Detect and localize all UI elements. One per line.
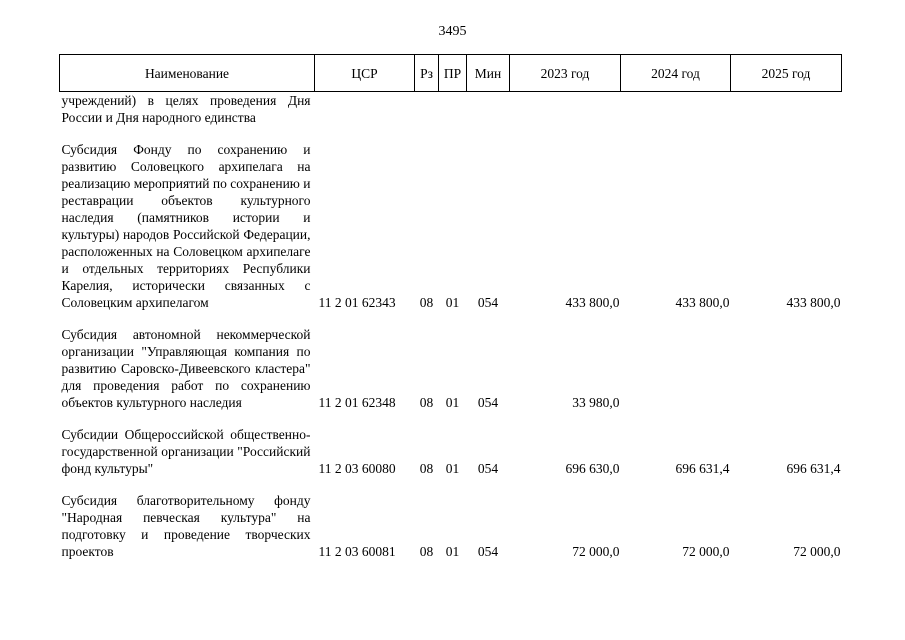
row-2023: 433 800,0 (565, 295, 620, 310)
row-rz: 08 (419, 395, 434, 410)
header-2023: 2023 год (510, 55, 621, 92)
row-csr: 11 2 01 62343 (318, 295, 396, 310)
row-2025: 72 000,0 (793, 544, 841, 559)
header-pr: ПР (439, 55, 467, 92)
row-min: 054 (477, 461, 499, 476)
row-2024 (621, 326, 731, 411)
row-2025: 433 800,0 (786, 295, 841, 310)
row-min: 054 (477, 395, 499, 410)
row-rz: 08 (419, 295, 434, 310)
row-2023: 33 980,0 (572, 395, 620, 410)
row-csr (315, 92, 415, 127)
row-csr: 11 2 03 60081 (318, 544, 396, 559)
row-rz: 08 (419, 544, 434, 559)
header-csr: ЦСР (315, 55, 415, 92)
header-2024: 2024 год (621, 55, 731, 92)
row-2023: 696 630,0 (565, 461, 620, 476)
table-row (60, 492, 842, 560)
row-2023 (510, 92, 621, 127)
row-csr: 11 2 03 60080 (318, 461, 396, 476)
row-pr: 01 (445, 395, 460, 410)
table-row (60, 426, 842, 477)
table-row (60, 326, 842, 411)
row-2024: 72 000,0 (682, 544, 730, 559)
row-name: Субсидия благотворительному фонду "Народная певческая культура" на подготовку и проведение творческих проектов (61, 493, 311, 559)
row-pr: 01 (445, 544, 460, 559)
row-2025 (731, 326, 842, 411)
row-2024 (621, 92, 731, 127)
row-2024: 433 800,0 (675, 295, 730, 310)
row-rz: 08 (419, 461, 434, 476)
row-2023: 72 000,0 (572, 544, 620, 559)
header-min: Мин (467, 55, 510, 92)
row-min: 054 (477, 544, 499, 559)
header-row (60, 55, 842, 92)
row-2025: 696 631,4 (786, 461, 841, 476)
row-2025 (731, 92, 842, 127)
row-name: Субсидия Фонду по сохранению и развитию Соловецкого архипелага на реализацию мероприятий по сохранению и реставрации объектов культурного наследия (памятников истории и культуры) народов Российской Федерации, расположенных на Соловецком архипелаге и отдельных территориях Республики Карелия, исторически связанных с Соловецким архипелагом (61, 142, 311, 310)
budget-table (59, 54, 842, 560)
row-rz (415, 92, 439, 127)
row-2024: 696 631,4 (675, 461, 730, 476)
row-name: Субсидии Общероссийской общественно-государственной организации "Российский фонд культуры" (61, 427, 311, 476)
row-pr: 01 (445, 295, 460, 310)
row-pr (439, 92, 467, 127)
row-pr: 01 (445, 461, 460, 476)
row-min: 054 (477, 295, 499, 310)
page-number: 3495 (438, 24, 467, 39)
row-name: учреждений) в целях проведения Дня России и Дня народного единства (61, 93, 311, 125)
header-2025: 2025 год (731, 55, 842, 92)
table-row (60, 141, 842, 311)
row-min (467, 92, 510, 127)
row-name: Субсидия автономной некоммерческой организации "Управляющая компания по развитию Саровско-Дивеевского кластера" для проведения работ по сохранению объектов культурного наследия (61, 327, 311, 410)
header-rz: Рз (415, 55, 439, 92)
header-name: Наименование (60, 55, 315, 92)
table-row (60, 92, 842, 127)
row-csr: 11 2 01 62348 (318, 395, 396, 410)
